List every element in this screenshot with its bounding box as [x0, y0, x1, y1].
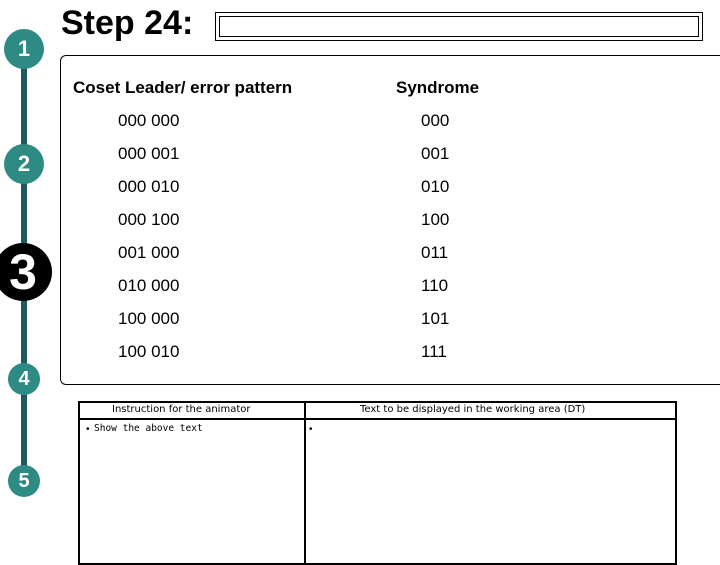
syndrome-cell: 110: [421, 276, 449, 295]
syndrome-header: Syndrome: [396, 78, 480, 97]
syndrome-cell: 100: [421, 210, 450, 229]
step-4-marker[interactable]: 4: [8, 363, 40, 395]
coset-leader-cell: 001 000: [118, 243, 180, 262]
bullet-icon: •: [86, 424, 90, 435]
syndrome-cell: 011: [421, 243, 449, 262]
coset-leader-header: Coset Leader/ error pattern: [73, 78, 293, 97]
step-title: Step 24:: [61, 4, 194, 42]
coset-leader-cell: 010 000: [118, 276, 180, 295]
panel-column-divider: [304, 403, 306, 563]
animator-instruction-text[interactable]: Show the above text: [94, 423, 203, 434]
coset-leader-cell: 000 010: [118, 177, 180, 196]
coset-leader-cell: 100 000: [118, 309, 180, 328]
syndrome-cell: 101: [421, 309, 450, 328]
bullet-icon: •: [309, 424, 313, 435]
coset-leader-cell: 000 000: [118, 111, 180, 130]
coset-leader-cell: 100 010: [118, 342, 180, 361]
step-2-marker[interactable]: 2: [4, 144, 44, 184]
step-3-marker-active[interactable]: 3: [0, 243, 52, 301]
display-text-header: Text to be displayed in the working area (DT): [360, 404, 586, 415]
animator-notes-panel: [78, 401, 677, 565]
step-1-marker[interactable]: 1: [4, 29, 44, 69]
step-title-box-inner: [219, 16, 699, 37]
syndrome-cell: 010: [421, 177, 450, 196]
coset-syndrome-table: [60, 55, 720, 385]
syndrome-cell: 111: [421, 342, 447, 361]
animator-instruction-header: Instruction for the animator: [112, 404, 251, 415]
coset-leader-cell: 000 001: [118, 144, 180, 163]
syndrome-cell: 001: [421, 144, 450, 163]
syndrome-cell: 000: [421, 111, 450, 130]
coset-leader-cell: 000 100: [118, 210, 180, 229]
step-5-marker[interactable]: 5: [8, 465, 40, 497]
panel-header-divider: [80, 418, 675, 420]
step-title-box[interactable]: [215, 12, 703, 41]
